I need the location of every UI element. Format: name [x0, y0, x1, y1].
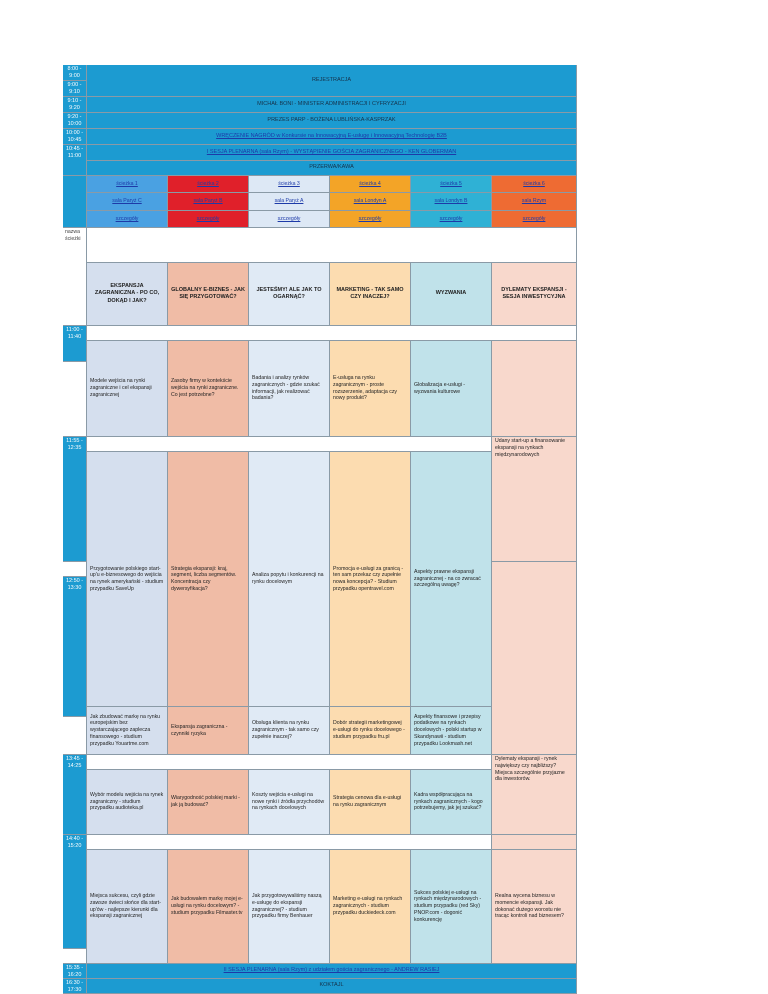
session-1-4: E-usługa na rynku zagranicznym - proste rozszerzenie, adaptacja czy nowy produkt? — [330, 341, 411, 437]
banner-plenary-1[interactable] — [87, 145, 577, 161]
track-6-room[interactable]: sala Rzym — [492, 193, 577, 211]
time-slot: 11:55 - 12:35 — [63, 437, 87, 562]
plenary-2-link[interactable]: II SESJA PLENARNA (sala Rzym) z udziałem gościa zagranicznego - ANDREW RASIEJ — [223, 967, 440, 974]
banner-plenary-2[interactable] — [87, 964, 577, 979]
time-slot: 12:50 - 13:30 — [63, 577, 87, 717]
session-2-4: Promocja e-usługi za granicą - ten sam przekaz czy zupełnie nowa koncepcja? - Studium przypadku opentravel.com — [330, 452, 411, 707]
session-1-5: Globalizacja e-usługi - wyzwania kulturowe — [411, 341, 492, 437]
track-5-title: WYZWANIA — [411, 263, 492, 326]
track-2-details[interactable]: szczegóły — [168, 211, 249, 228]
track-1-name[interactable]: ścieżka 1 — [87, 176, 168, 193]
session-3-3: Obsługa klienta na rynku zagranicznym - tak samo czy zupełnie inaczej? — [249, 707, 330, 755]
spacer — [87, 835, 492, 850]
session-5-3: Jak przygotowywaliśmy naszą e-usługę do ekspansji zagranicznej? - studium przypadku firmy Benhauer — [249, 850, 330, 964]
session-5-4: Marketing e-usługi na rynkach zagranicznych - studium przypadku duckiedeck.com — [330, 850, 411, 964]
session-2-3: Analiza popytu i konkurencji na rynku docelowym — [249, 452, 330, 707]
banner-minister: MICHAŁ BONI - MINISTER ADMINISTRACJI I CYFRYZACJI — [87, 97, 577, 113]
track-4-title: MARKETING - TAK SAMO CZY INACZEJ? — [330, 263, 411, 326]
session-2-5: Aspekty prawne ekspansji zagranicznej - na co zwracać szczególną uwagę? — [411, 452, 492, 707]
track-3-details[interactable]: szczegóły — [249, 211, 330, 228]
banner-cocktail: KOKTAJL — [87, 979, 577, 994]
spacer — [87, 755, 492, 770]
time-slot: 10:45 - 11:00 — [63, 145, 87, 176]
track-3-room[interactable]: sala Paryż A — [249, 193, 330, 211]
session-3-4: Dobór strategii marketingowej e-usługi do rynku docelowego - studium przypadku fru.pl — [330, 707, 411, 755]
session-1-1: Modele wejścia na rynki zagraniczne i cel ekspansji zagranicznej — [87, 341, 168, 437]
spacer — [63, 717, 87, 755]
banner-awards[interactable] — [87, 129, 577, 145]
track-2-name[interactable]: ścieżka 2 — [168, 176, 249, 193]
time-slot: 11:00 - 11:40 — [63, 326, 87, 362]
session-4-1: Wybór modelu wejścia na rynek zagraniczny - studium przypadku audioteka.pl — [87, 770, 168, 835]
track-name-label: nazwa ścieżki — [63, 228, 87, 326]
session-3-5: Aspekty finansowe i przepisy podatkowe na rynkach docelowych - polski startup w Skandynawii - studium przypadku Lookmash.net — [411, 707, 492, 755]
session-1-3: Badania i analizy rynków zagranicznych - gdzie szukać informacji, jak realizować badania? — [249, 341, 330, 437]
header-gap — [63, 176, 87, 228]
track-4-details[interactable]: szczegóły — [330, 211, 411, 228]
track-1-title: EKSPANSJA ZAGRANICZNA - PO CO, DOKĄD I JAK? — [87, 263, 168, 326]
track-3-title: JESTEŚMY! ALE JAK TO OGARNĄĆ? — [249, 263, 330, 326]
session-1-6-blank — [492, 341, 577, 437]
session-2-6: Dylematy ekspansji - rynek największy czy najbliższy? Miejsca szczególnie przyjazne dla inwestorów. — [492, 755, 577, 835]
agenda-grid — [63, 65, 577, 994]
track-2-room[interactable]: sala Paryż B — [168, 193, 249, 211]
time-slot: 15:35 - 16:20 — [63, 964, 87, 979]
banner-prezes: PREZES PARP - BOŻENA LUBLIŃSKA-KASPRZAK — [87, 113, 577, 129]
track-5-details[interactable]: szczegóły — [411, 211, 492, 228]
track-1-room[interactable]: sala Paryż C — [87, 193, 168, 211]
session-3-1: Jak zbudować markę na rynku europejskim bez wystarczającego zaplecza finansowego - studium przypadku Youartme.com — [87, 707, 168, 755]
time-slot: 13:45 - 14:25 — [63, 755, 87, 835]
session-2-2: Strategia ekspansji: kraj, segment, liczba segmentów. Koncentracja czy dywersyfikacja? — [168, 452, 249, 707]
session-2-1: Przygotowanie polskiego start-up'u e-biznesowego do wejścia na rynek amerykański - studium przypadku SaveUp — [87, 452, 168, 707]
spacer — [492, 835, 577, 850]
banner-registration: REJESTRACJA — [87, 65, 577, 97]
session-4-3: Koszty wejścia e-usługi na nowe rynki i źródła przychodów na rynkach docelowych — [249, 770, 330, 835]
time-slot: 9:10 - 9:20 — [63, 97, 87, 113]
track-5-room[interactable]: sala Londyn B — [411, 193, 492, 211]
track-4-name[interactable]: ścieżka 4 — [330, 176, 411, 193]
awards-link[interactable]: WRĘCZENIE NAGRÓD w Konkursie na Innowacyjną E-usługę i Innowacyjną Technologię B2B — [216, 132, 447, 139]
track-6-name[interactable]: ścieżka 6 — [492, 176, 577, 193]
session-3-2: Ekspansja zagraniczna - czynniki ryzyka — [168, 707, 249, 755]
track-3-name[interactable]: ścieżka 3 — [249, 176, 330, 193]
session-5-1: Miejsca sukcesu, czyli gdzie zawsze świeci słońce dla start-up'ów - najlepsze kierunki dla ekspansji zagranicznej — [87, 850, 168, 964]
time-slot: 10:00 - 10:45 — [63, 129, 87, 145]
track-2-title: GLOBALNY E-BIZNES - JAK SIĘ PRZYGOTOWAĆ? — [168, 263, 249, 326]
session-5-5: Sukces polskiej e-usługi na rynkach międzynarodowych - studium przypadku (red Sky) PNOP.com - dogonić konkurencję — [411, 850, 492, 964]
session-3-6: Realna wycena biznesu w momencie ekspansji. Jak dokonać dużego worostu nie tracąc kontroli nad biznesem? — [492, 850, 577, 964]
time-slot: 14:40 - 15:20 — [63, 835, 87, 949]
track-1-details[interactable]: szczegóły — [87, 211, 168, 228]
track-6-title: DYLEMATY EKSPANSJI - SESJA INWESTYCYJNA — [492, 263, 577, 326]
spacer — [63, 949, 87, 964]
session-1-6: Udany start-up a finansowanie ekspansji na rynkach międzynarodowych — [492, 437, 577, 562]
time-slot: 16:30 - 17:30 — [63, 979, 87, 994]
session-4-2: Wiarygodność polskiej marki - jak ją budować? — [168, 770, 249, 835]
time-slot: 9:00 - 9:10 — [63, 81, 87, 97]
track-6-details[interactable]: szczegóły — [492, 211, 577, 228]
spacer — [63, 562, 87, 577]
spacer — [87, 437, 492, 452]
time-slot: 9:20 - 10:00 — [63, 113, 87, 129]
session-2-6-blank — [492, 562, 577, 755]
plenary-1-link[interactable]: I SESJA PLENARNA (sala Rzym) - WYSTĄPIENIE GOŚCIA ZAGRANICZNEGO - KEN GLOBERMAN — [206, 148, 457, 155]
session-1-2: Zasoby firmy w kontekście wejścia na rynki zagraniczne. Co jest potrzebne? — [168, 341, 249, 437]
spacer — [63, 362, 87, 437]
spacer — [87, 326, 577, 341]
track-4-room[interactable]: sala Londyn A — [330, 193, 411, 211]
session-4-4: Strategia cenowa dla e-usługi na rynku zagranicznym — [330, 770, 411, 835]
banner-break: PRZERWA/KAWA — [87, 161, 577, 176]
session-4-5: Kadra współpracująca na rynkach zagranicznych - kogo potrzebujemy, jak jej szukać? — [411, 770, 492, 835]
track-5-name[interactable]: ścieżka 5 — [411, 176, 492, 193]
session-5-2: Jak budowałem markę mojej e-usługi na rynku docelowym? - studium przypadku Filmaster.tv — [168, 850, 249, 964]
time-slot: 8:00 - 9:00 — [63, 65, 87, 81]
spacer — [87, 228, 577, 263]
